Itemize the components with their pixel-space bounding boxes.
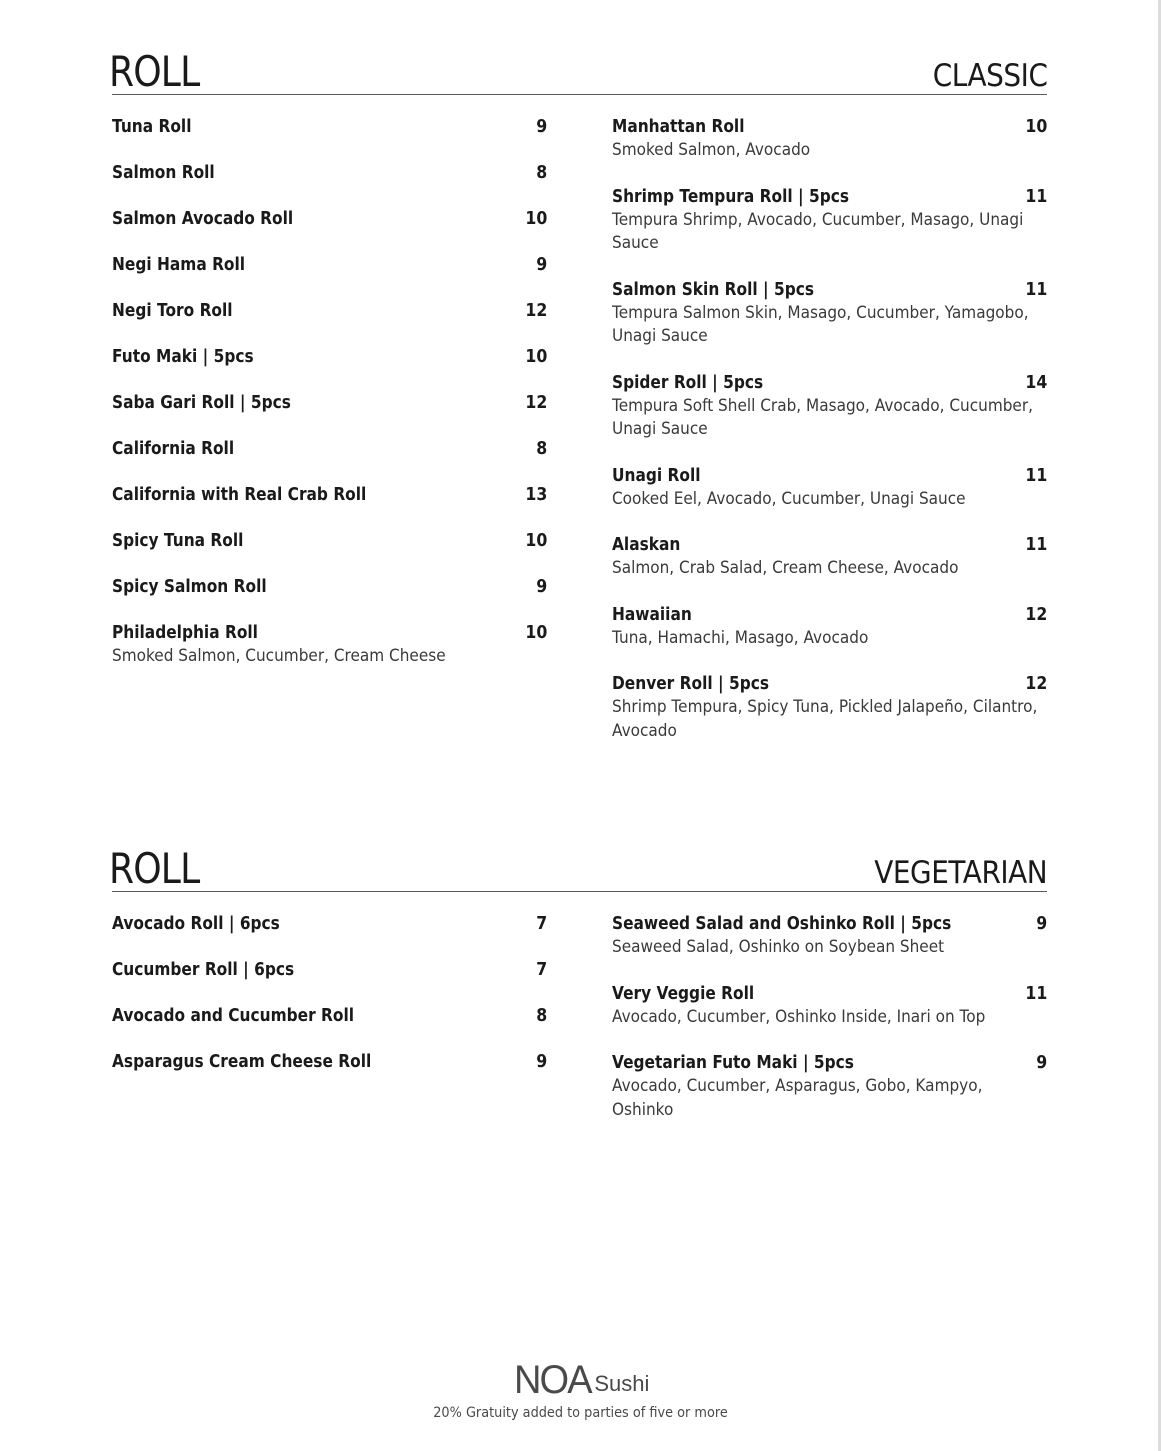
menu-item-header [112,253,547,277]
menu-item [612,672,1047,743]
menu-item-name: Cucumber Roll | 6pcs [112,960,295,980]
menu-item-description: Salmon, Crab Salad, Cream Cheese, Avocado [612,558,959,578]
menu-item-header [112,437,547,461]
menu-item [112,1004,547,1028]
menu-item [112,1050,547,1074]
menu-item [612,278,1047,349]
menu-item [112,115,547,139]
menu-item-header [112,958,547,982]
menu-item-name: Hawaiian [612,604,692,625]
menu-item [112,299,547,323]
menu-item-price: 12 [1025,674,1047,694]
menu-item-description: Smoked Salmon, Avocado [612,140,811,160]
menu-item-description: Seaweed Salad, Oshinko on Soybean Sheet [612,937,945,957]
menu-item-price: 12 [525,301,547,321]
menu-item [112,391,547,415]
menu-item [112,912,547,936]
menu-item-header [112,115,547,139]
menu-item-header [612,982,1047,1006]
menu-item-description: Tempura Salmon Skin, Masago, Cucumber, Yamagobo, Unagi Sauce [612,302,1029,346]
section-title: ROLL [109,844,200,893]
menu-item-header [612,278,1047,302]
menu-item [612,185,1047,256]
menu-item-name: Philadelphia Roll [112,623,258,643]
menu-item-price: 9 [536,1052,547,1072]
section-subtitle: VEGETARIAN [874,855,1047,891]
menu-item-price: 11 [1025,535,1047,555]
menu-item [112,437,547,461]
footer [0,1358,1161,1423]
menu-item-name: Very Veggie Roll [612,983,755,1004]
menu-item-description: Avocado, Cucumber, Asparagus, Gobo, Kampyo, Oshinko [612,1076,983,1120]
logo-wordmark: NOA [513,1358,591,1402]
menu-item-price: 10 [1025,117,1047,137]
menu-item-name: Seaweed Salad and Oshinko Roll | 5pcs [612,914,952,934]
menu-item-price: 14 [1025,372,1047,393]
menu-item-header [112,299,547,323]
menu-item-header [612,371,1047,395]
menu-item [612,464,1047,512]
menu-item [112,253,547,277]
menu-item-name: Spicy Salmon Roll [112,577,267,597]
menu-item-price: 11 [1025,465,1047,486]
menu-column-right [612,912,1047,1144]
menu-item-price: 10 [525,209,547,229]
menu-item [612,371,1047,442]
menu-item-name: Asparagus Cream Cheese Roll [112,1052,372,1072]
menu-item-description: Shrimp Tempura, Spicy Tuna, Pickled Jalapeño, Cilantro, Avocado [612,697,1038,741]
menu-item-price: 10 [525,623,547,643]
menu-item-header [612,912,1047,936]
menu-item-header [612,185,1047,209]
menu-item-header [112,621,547,645]
menu-item [612,533,1047,581]
menu-item-price: 8 [536,439,547,459]
menu-item-name: Spider Roll | 5pcs [612,372,764,393]
menu-item-name: Tuna Roll [112,117,192,137]
menu-item-name: Avocado and Cucumber Roll [112,1006,355,1026]
menu-item-name: Salmon Skin Roll | 5pcs [612,279,815,300]
menu-item [112,207,547,231]
menu-item-price: 9 [1036,914,1047,934]
menu-item-description: Cooked Eel, Avocado, Cucumber, Unagi Sauce [612,488,966,509]
menu-item [112,575,547,599]
menu-item-description: Avocado, Cucumber, Oshinko Inside, Inari on Top [612,1006,986,1027]
menu-item [612,1051,1047,1122]
menu-column-right [612,115,1047,765]
menu-item-header [112,345,547,369]
menu-item-header [112,1004,547,1028]
menu-item-price: 11 [1025,186,1047,207]
menu-item-name: California with Real Crab Roll [112,485,367,505]
menu-item-description: Tempura Shrimp, Avocado, Cucumber, Masago, Unagi Sauce [612,209,1024,253]
menu-item-price: 12 [1025,604,1047,625]
menu-item [612,912,1047,960]
menu-item-header [612,603,1047,627]
menu-item [612,603,1047,651]
menu-item-name: Salmon Avocado Roll [112,209,294,229]
menu-item-name: Salmon Roll [112,163,215,183]
menu-item-price: 7 [536,914,547,934]
menu-item [112,345,547,369]
menu-item [112,161,547,185]
menu-item-header [112,1050,547,1074]
menu-item-price: 8 [536,163,547,183]
classic-roll-section [109,47,1047,741]
menu-item-header [112,912,547,936]
menu-item-price: 7 [536,960,547,980]
menu-item-price: 9 [1036,1053,1047,1073]
logo-subtext: Sushi [594,1371,650,1396]
menu-item-name: Negi Hama Roll [112,255,246,275]
menu-item-name: Avocado Roll | 6pcs [112,914,280,934]
vegetarian-roll-section [109,844,1047,1120]
section-subtitle: CLASSIC [932,58,1047,94]
menu-item-name: Spicy Tuna Roll [112,531,244,551]
menu-item-price: 9 [536,255,547,275]
menu-column-left [112,115,547,691]
menu-item-price: 12 [525,393,547,413]
menu-item-header [612,672,1047,696]
menu-item-header [112,207,547,231]
menu-item-header [112,483,547,507]
menu-item [612,115,1047,163]
menu-item-name: Futo Maki | 5pcs [112,347,254,367]
menu-item-header [112,529,547,553]
menu-item-header [612,464,1047,488]
menu-item [112,529,547,553]
menu-item-header [112,391,547,415]
menu-item-header [612,115,1047,139]
menu-item-header [612,533,1047,557]
menu-item-price: 8 [536,1006,547,1026]
menu-item-description: Tuna, Hamachi, Masago, Avocado [612,627,869,648]
menu-item [112,958,547,982]
menu-item-price: 11 [1025,983,1047,1004]
menu-item-name: Shrimp Tempura Roll | 5pcs [612,186,850,207]
menu-item-header [612,1051,1047,1075]
menu-item-name: Negi Toro Roll [112,301,233,321]
menu-item-name: Vegetarian Futo Maki | 5pcs [612,1053,854,1073]
menu-item-name: California Roll [112,439,235,459]
menu-item-price: 9 [536,577,547,597]
gratuity-note: 20% Gratuity added to parties of five or more [433,1405,728,1421]
section-header [109,47,1047,96]
menu-item-description: Smoked Salmon, Cucumber, Cream Cheese [112,646,446,666]
menu-item [612,982,1047,1030]
menu-item-price: 9 [536,117,547,137]
menu-item-price: 13 [525,485,547,505]
noa-sushi-logo [512,1358,650,1402]
menu-item [112,621,547,669]
menu-item-header [112,161,547,185]
menu-item-name: Unagi Roll [612,465,701,486]
menu-item-name: Manhattan Roll [612,117,745,137]
section-header [109,844,1047,893]
menu-item [112,483,547,507]
menu-item-description: Tempura Soft Shell Crab, Masago, Avocado, Cucumber, Unagi Sauce [612,395,1034,439]
menu-column-left [112,912,547,1096]
menu-item-header [112,575,547,599]
menu-item-price: 10 [525,531,547,551]
menu-item-price: 10 [525,347,547,367]
menu-item-name: Denver Roll | 5pcs [612,674,770,694]
menu-item-name: Alaskan [612,535,681,555]
section-title: ROLL [109,47,200,96]
menu-item-price: 11 [1025,279,1047,300]
menu-item-name: Saba Gari Roll | 5pcs [112,393,291,413]
